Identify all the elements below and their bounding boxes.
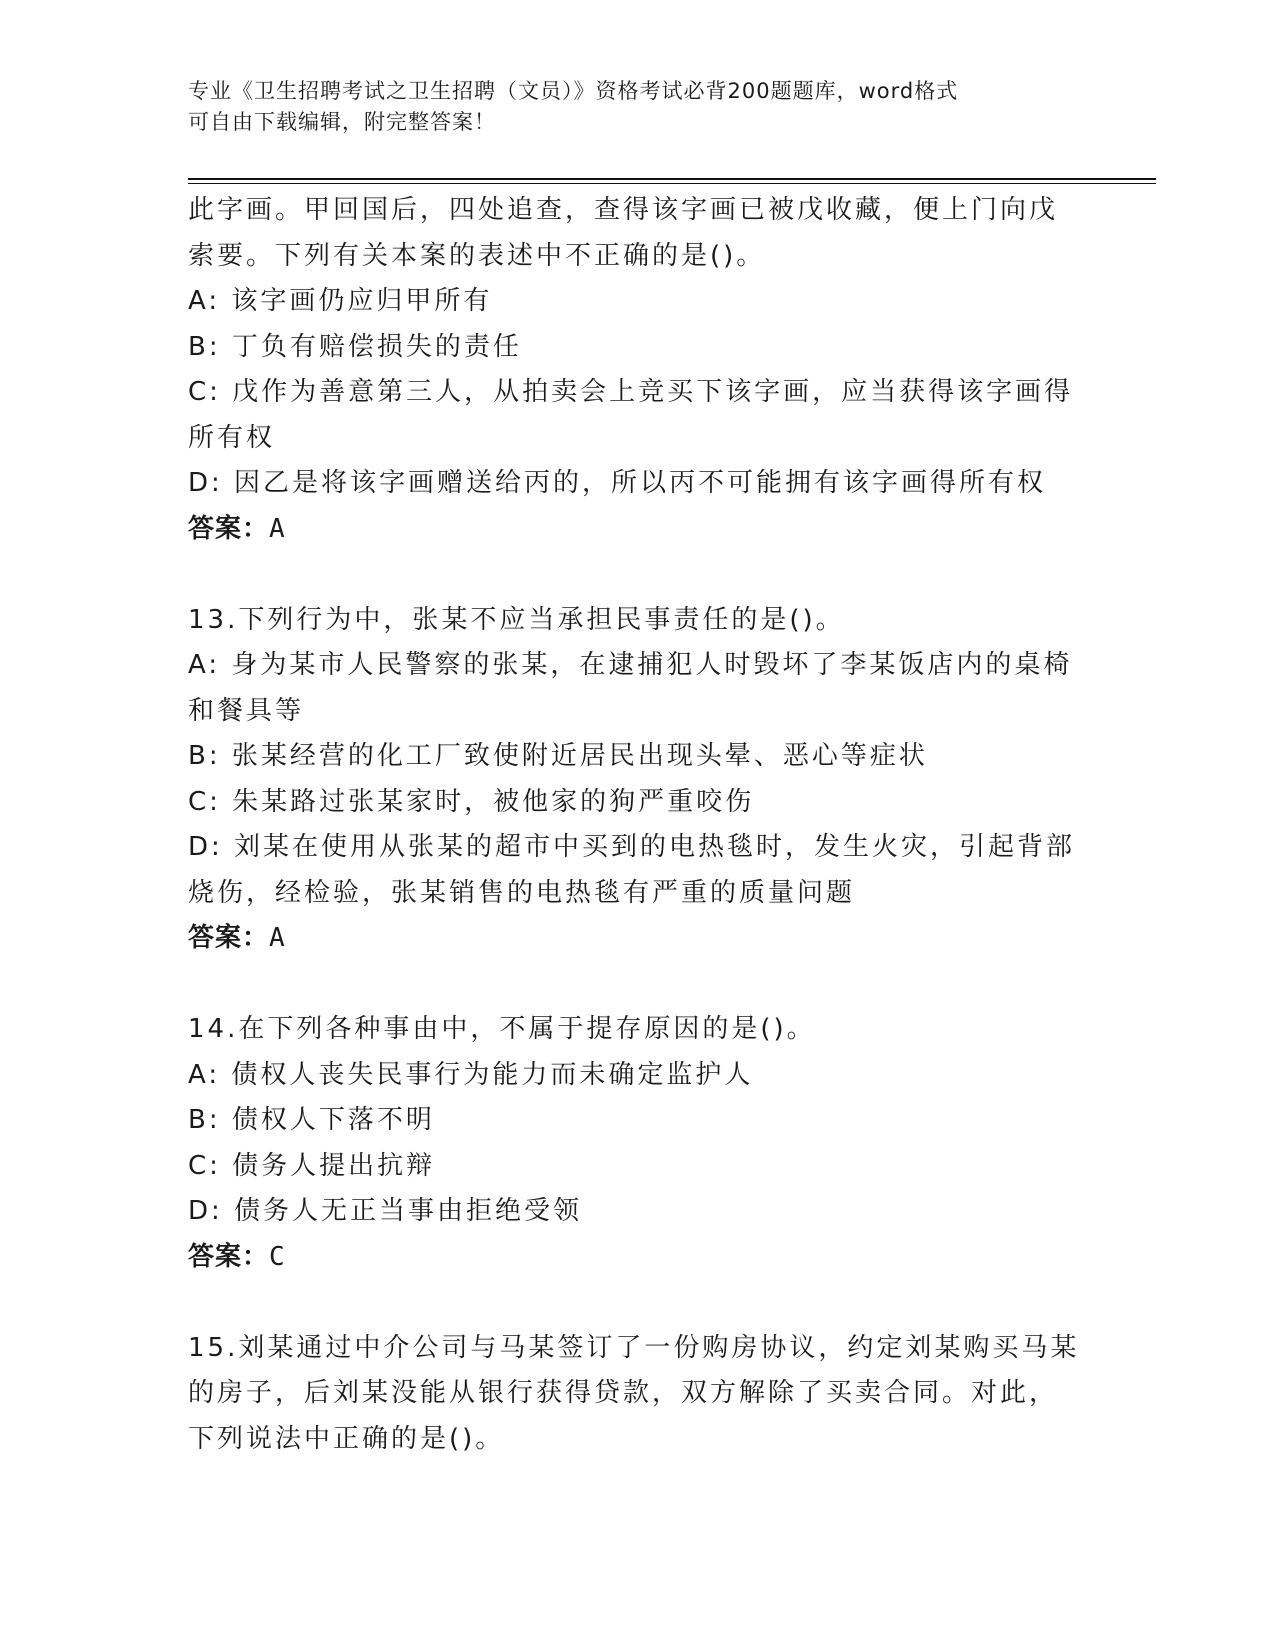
option-a: A: 债权人丧失民事行为能力而未确定监护人 xyxy=(188,1059,754,1090)
answer xyxy=(188,916,1088,962)
answer-value: A xyxy=(269,513,286,544)
option-b: B: 债权人下落不明 xyxy=(188,1105,435,1135)
option-d: D: 债务人无正当事由拒绝受领 xyxy=(188,1196,583,1226)
spacer xyxy=(188,962,1088,1008)
question-stem: 下列说法中正确的是()。 xyxy=(188,1423,505,1454)
option-c-continued: 所有权 xyxy=(188,422,276,453)
answer-value: C xyxy=(269,1241,286,1272)
option-c: C: 朱某路过张某家时，被他家的狗严重咬伤 xyxy=(188,786,755,817)
question-14 xyxy=(188,1007,1088,1280)
answer-label: 答案： xyxy=(188,513,270,544)
spacer xyxy=(188,552,1088,598)
header-line-2: 可自由下载编辑，附完整答案！ xyxy=(188,110,496,134)
spacer xyxy=(188,1280,1088,1326)
option-c: C: 债务人提出抗辩 xyxy=(188,1150,436,1181)
option-b: B: 张某经营的化工厂致使附近居民出现头晕、恶心等症状 xyxy=(188,741,928,771)
question-stem: 的房子，后刘某没能从银行获得贷款，双方解除了买卖合同。对此， xyxy=(188,1378,1059,1408)
option-a-continued: 和餐具等 xyxy=(188,695,305,726)
question-15 xyxy=(188,1326,1088,1463)
document-header xyxy=(188,76,1088,138)
option-d: D: 因乙是将该字画赠送给丙的，所以丙不可能拥有该字画得所有权 xyxy=(188,468,1047,498)
option-b: B: 丁负有赔偿损失的责任 xyxy=(188,331,522,362)
document-body xyxy=(188,188,1088,1462)
question-stem: 15.刘某通过中介公司与马某签订了一份购房协议，约定刘某购买马某 xyxy=(188,1332,1080,1363)
option-d-continued: 烧伤，经检验，张某销售的电热毯有严重的质量问题 xyxy=(188,877,856,908)
question-stem: 14.在下列各种事由中，不属于提存原因的是()。 xyxy=(188,1014,816,1044)
answer-label: 答案： xyxy=(188,923,270,953)
question-stem: 索要。下列有关本案的表述中不正确的是()。 xyxy=(188,240,766,271)
answer-label: 答案： xyxy=(188,1241,270,1272)
header-divider xyxy=(188,178,1156,184)
option-a: A: 该字画仍应归甲所有 xyxy=(188,286,493,316)
header-line-1: 专业《卫生招聘考试之卫生招聘（文员）》资格考试必背200题题库，word格式 xyxy=(188,79,959,103)
answer-value: A xyxy=(269,923,286,953)
option-c: C: 戊作为善意第三人，从拍卖会上竞买下该字画，应当获得该字画得 xyxy=(188,377,1074,407)
question-12 xyxy=(188,188,1088,552)
question-stem: 13.下列行为中，张某不应当承担民事责任的是()。 xyxy=(188,604,845,635)
answer xyxy=(188,1235,1088,1281)
question-13 xyxy=(188,598,1088,962)
answer xyxy=(188,507,1088,553)
option-a: A: 身为某市人民警察的张某，在逮捕犯人时毁坏了李某饭店内的桌椅 xyxy=(188,650,1073,680)
question-stem: 此字画。甲回国后，四处追查，查得该字画已被戊收藏，便上门向戊 xyxy=(188,195,1059,225)
option-d: D: 刘某在使用从张某的超市中买到的电热毯时，发生火灾，引起背部 xyxy=(188,832,1076,862)
